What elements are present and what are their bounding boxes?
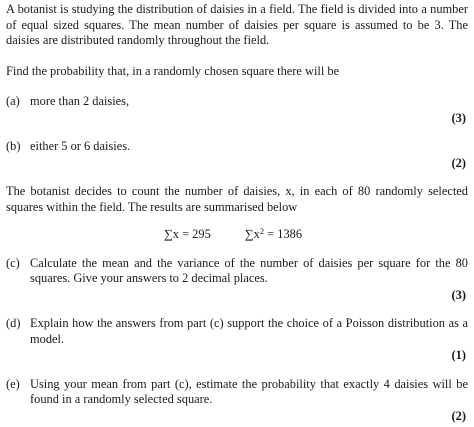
intro-paragraph: A botanist is studying the distribution of daisies in a field. The field is divided into a number of equal sized squares. The mean number of daisies per square is assumed to be 3. The daisies are distributed randomly throughout the field. xyxy=(6,2,468,47)
part-b-marks: (2) xyxy=(451,155,466,170)
part-d xyxy=(6,316,468,347)
part-d-label: (d) xyxy=(6,316,21,330)
part-b xyxy=(6,139,468,155)
part-e-text: Using your mean from part (c), estimate the probability that exactly 4 daisies will be found in a randomly selected square. xyxy=(30,376,468,406)
part-d-marks: (1) xyxy=(451,348,466,362)
part-a-marks: (3) xyxy=(451,110,466,125)
question-page xyxy=(6,2,468,424)
part-a xyxy=(6,94,468,110)
part-b-text: either 5 or 6 daisies. xyxy=(30,139,131,153)
sum-x2-suffix: = 1386 xyxy=(264,227,303,241)
part-c-marks: (3) xyxy=(451,287,466,302)
sum-x2-power: 2 xyxy=(259,226,265,236)
sum-x-formula: ∑x = 295 xyxy=(163,227,211,241)
part-e-marks: (2) xyxy=(451,408,466,423)
summary-statistics xyxy=(0,227,468,243)
sum-x2-formula xyxy=(245,227,302,243)
part-c-text: Calculate the mean and the variance of the number of daisies per square for the 80 squares. Give your answers to 2 decimal places. xyxy=(30,255,468,285)
part-e xyxy=(6,377,468,408)
survey-paragraph: The botanist decides to count the number of daisies, x, in each of 80 randomly selected squares within the field. The results are summarised below xyxy=(6,184,468,214)
part-d-text: Explain how the answers from part (c) support the choice of a Poisson distribution as a model. xyxy=(30,316,468,346)
part-c xyxy=(6,256,468,287)
part-a-text: more than 2 daisies, xyxy=(30,94,130,108)
part-a-label: (a) xyxy=(6,94,20,108)
part-c-label: (c) xyxy=(6,255,20,270)
part-b-label: (b) xyxy=(6,139,21,153)
find-prompt: Find the probability that, in a randomly chosen square there will be xyxy=(6,63,340,78)
sum-x2-prefix: ∑x xyxy=(244,227,260,241)
part-e-label: (e) xyxy=(6,376,20,391)
